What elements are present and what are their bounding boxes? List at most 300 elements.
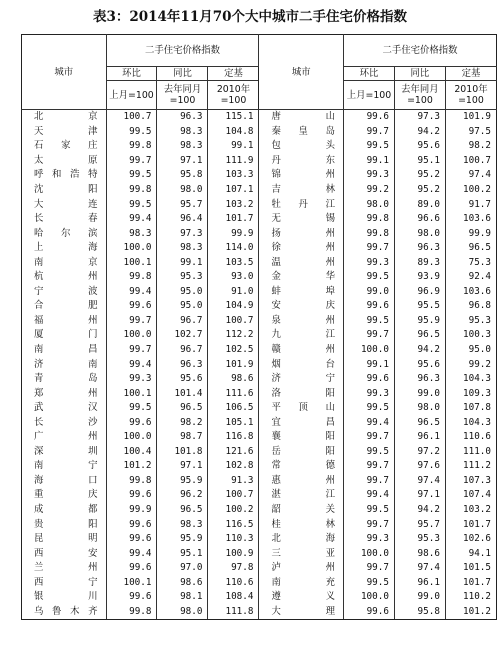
right-index-yoy: 95.6 xyxy=(394,357,445,372)
left-index-yoy: 96.5 xyxy=(157,401,208,416)
left-city-name: 广州 xyxy=(22,430,107,445)
right-city-name: 遵义 xyxy=(259,590,344,605)
right-city-name: 南充 xyxy=(259,576,344,591)
left-index-mom: 99.5 xyxy=(106,197,157,212)
left-index-yoy: 98.7 xyxy=(157,430,208,445)
right-index-base: 101.7 xyxy=(445,576,496,591)
table-row xyxy=(22,386,497,401)
right-city-name: 泉州 xyxy=(259,314,344,329)
left-index-mom: 100.0 xyxy=(106,328,157,343)
right-index-yoy: 97.2 xyxy=(394,445,445,460)
right-index-mom: 99.5 xyxy=(343,576,394,591)
right-index-yoy: 95.7 xyxy=(394,517,445,532)
index-group-header: 二手住宅价格指数 xyxy=(343,35,496,67)
right-index-yoy: 96.1 xyxy=(394,430,445,445)
right-city-name: 济宁 xyxy=(259,372,344,387)
right-index-mom: 99.7 xyxy=(343,459,394,474)
left-city-name: 济南 xyxy=(22,357,107,372)
right-index-yoy: 95.9 xyxy=(394,314,445,329)
right-index-yoy: 98.0 xyxy=(394,226,445,241)
right-index-mom: 99.5 xyxy=(343,139,394,154)
left-index-yoy: 95.9 xyxy=(157,532,208,547)
left-city-name: 银川 xyxy=(22,590,107,605)
right-index-base: 109.3 xyxy=(445,386,496,401)
right-index-mom: 99.6 xyxy=(343,110,394,125)
left-index-yoy: 96.2 xyxy=(157,488,208,503)
table-row xyxy=(22,154,497,169)
right-index-yoy: 99.0 xyxy=(394,386,445,401)
right-index-yoy: 96.5 xyxy=(394,415,445,430)
left-city-name: 南昌 xyxy=(22,343,107,358)
table-row xyxy=(22,183,497,198)
left-index-base: 100.2 xyxy=(208,503,259,518)
right-index-yoy: 93.9 xyxy=(394,270,445,285)
left-index-base: 104.8 xyxy=(208,125,259,140)
right-city-name: 泸州 xyxy=(259,561,344,576)
table-row xyxy=(22,241,497,256)
left-city-name: 乌鲁木齐 xyxy=(22,605,107,620)
left-city-name: 上海 xyxy=(22,241,107,256)
left-index-mom: 99.8 xyxy=(106,605,157,620)
right-index-mom: 99.3 xyxy=(343,168,394,183)
left-index-base: 111.6 xyxy=(208,386,259,401)
right-index-base: 95.0 xyxy=(445,343,496,358)
right-index-yoy: 96.1 xyxy=(394,576,445,591)
right-index-base: 104.3 xyxy=(445,415,496,430)
right-index-yoy: 95.3 xyxy=(394,532,445,547)
left-index-mom: 99.8 xyxy=(106,139,157,154)
left-index-yoy: 102.7 xyxy=(157,328,208,343)
right-index-yoy: 96.3 xyxy=(394,241,445,256)
right-city-name: 岳阳 xyxy=(259,445,344,460)
right-index-mom: 99.7 xyxy=(343,474,394,489)
unit-header-base: 2010年=100 xyxy=(445,81,496,110)
left-city-name: 昆明 xyxy=(22,532,107,547)
right-index-yoy: 96.5 xyxy=(394,328,445,343)
left-index-mom: 99.8 xyxy=(106,183,157,198)
right-index-mom: 99.3 xyxy=(343,255,394,270)
left-index-yoy: 95.6 xyxy=(157,372,208,387)
right-index-yoy: 95.8 xyxy=(394,605,445,620)
left-index-base: 121.6 xyxy=(208,445,259,460)
left-city-name: 沈阳 xyxy=(22,183,107,198)
left-index-base: 100.7 xyxy=(208,488,259,503)
left-index-mom: 100.1 xyxy=(106,255,157,270)
left-index-mom: 99.6 xyxy=(106,415,157,430)
left-index-base: 97.8 xyxy=(208,561,259,576)
right-index-base: 75.3 xyxy=(445,255,496,270)
left-city-name: 青岛 xyxy=(22,372,107,387)
left-index-yoy: 97.0 xyxy=(157,561,208,576)
right-city-name: 金华 xyxy=(259,270,344,285)
left-city-name: 太原 xyxy=(22,154,107,169)
right-index-base: 101.5 xyxy=(445,561,496,576)
left-city-name: 长春 xyxy=(22,212,107,227)
table-row xyxy=(22,357,497,372)
left-index-yoy: 96.7 xyxy=(157,343,208,358)
right-index-base: 111.2 xyxy=(445,459,496,474)
col-header-yoy: 同比 xyxy=(157,67,208,81)
right-index-mom: 99.8 xyxy=(343,226,394,241)
left-index-base: 100.7 xyxy=(208,314,259,329)
table-row xyxy=(22,328,497,343)
table-row xyxy=(22,459,497,474)
right-city-name: 宜昌 xyxy=(259,415,344,430)
right-index-base: 99.2 xyxy=(445,357,496,372)
table-row xyxy=(22,605,497,620)
left-index-base: 103.2 xyxy=(208,197,259,212)
right-index-base: 99.9 xyxy=(445,226,496,241)
right-index-base: 91.7 xyxy=(445,197,496,212)
left-city-name: 厦门 xyxy=(22,328,107,343)
table-row xyxy=(22,517,497,532)
right-index-mom: 100.0 xyxy=(343,343,394,358)
right-index-yoy: 97.4 xyxy=(394,474,445,489)
left-index-base: 116.8 xyxy=(208,430,259,445)
right-index-yoy: 95.6 xyxy=(394,139,445,154)
table-row xyxy=(22,561,497,576)
right-city-name: 洛阳 xyxy=(259,386,344,401)
right-index-base: 107.3 xyxy=(445,474,496,489)
left-index-base: 101.9 xyxy=(208,357,259,372)
right-index-yoy: 97.6 xyxy=(394,459,445,474)
right-index-base: 101.2 xyxy=(445,605,496,620)
right-index-base: 111.0 xyxy=(445,445,496,460)
table-row xyxy=(22,212,497,227)
col-header-base: 定基 xyxy=(445,67,496,81)
right-index-mom: 98.0 xyxy=(343,197,394,212)
right-index-yoy: 95.1 xyxy=(394,154,445,169)
table-row xyxy=(22,532,497,547)
table-row xyxy=(22,197,497,212)
left-index-base: 91.0 xyxy=(208,285,259,300)
right-index-mom: 99.6 xyxy=(343,605,394,620)
right-index-mom: 99.7 xyxy=(343,328,394,343)
left-city-name: 深圳 xyxy=(22,445,107,460)
right-index-mom: 99.7 xyxy=(343,430,394,445)
unit-header-base: 2010年=100 xyxy=(208,81,259,110)
left-index-yoy: 95.9 xyxy=(157,474,208,489)
left-index-base: 101.7 xyxy=(208,212,259,227)
right-city-name: 襄阳 xyxy=(259,430,344,445)
left-index-base: 93.0 xyxy=(208,270,259,285)
left-index-mom: 100.0 xyxy=(106,241,157,256)
table-row xyxy=(22,445,497,460)
table-row xyxy=(22,168,497,183)
table-row xyxy=(22,255,497,270)
right-index-mom: 99.5 xyxy=(343,445,394,460)
right-index-yoy: 97.4 xyxy=(394,561,445,576)
right-index-base: 97.4 xyxy=(445,168,496,183)
left-index-yoy: 95.0 xyxy=(157,285,208,300)
right-index-yoy: 96.6 xyxy=(394,212,445,227)
right-index-yoy: 94.2 xyxy=(394,503,445,518)
left-index-mom: 99.6 xyxy=(106,532,157,547)
unit-header-yoy: 去年同月=100 xyxy=(157,81,208,110)
right-index-base: 100.7 xyxy=(445,154,496,169)
right-index-mom: 99.3 xyxy=(343,532,394,547)
left-index-yoy: 98.3 xyxy=(157,241,208,256)
col-header-base: 定基 xyxy=(208,67,259,81)
right-index-base: 100.2 xyxy=(445,183,496,198)
left-index-yoy: 98.6 xyxy=(157,576,208,591)
right-city-name: 安庆 xyxy=(259,299,344,314)
left-city-name: 长沙 xyxy=(22,415,107,430)
table-row xyxy=(22,270,497,285)
right-city-name: 锦州 xyxy=(259,168,344,183)
left-index-base: 102.8 xyxy=(208,459,259,474)
left-index-mom: 101.2 xyxy=(106,459,157,474)
left-city-name: 杭州 xyxy=(22,270,107,285)
left-index-mom: 98.3 xyxy=(106,226,157,241)
right-index-mom: 100.0 xyxy=(343,546,394,561)
left-index-yoy: 95.8 xyxy=(157,168,208,183)
left-index-yoy: 95.0 xyxy=(157,299,208,314)
table-row xyxy=(22,474,497,489)
left-index-mom: 99.6 xyxy=(106,561,157,576)
left-index-yoy: 96.3 xyxy=(157,357,208,372)
right-index-base: 107.8 xyxy=(445,401,496,416)
table-row xyxy=(22,125,497,140)
col-header-yoy: 同比 xyxy=(394,67,445,81)
right-index-base: 95.3 xyxy=(445,314,496,329)
right-index-base: 94.1 xyxy=(445,546,496,561)
right-index-mom: 99.7 xyxy=(343,125,394,140)
left-city-name: 武汉 xyxy=(22,401,107,416)
left-index-base: 103.3 xyxy=(208,168,259,183)
right-index-yoy: 97.1 xyxy=(394,488,445,503)
left-city-name: 福州 xyxy=(22,314,107,329)
left-index-mom: 100.1 xyxy=(106,386,157,401)
left-index-mom: 99.5 xyxy=(106,401,157,416)
left-city-name: 合肥 xyxy=(22,299,107,314)
left-index-mom: 99.6 xyxy=(106,590,157,605)
right-city-name: 三亚 xyxy=(259,546,344,561)
right-index-mom: 99.4 xyxy=(343,415,394,430)
left-index-yoy: 96.5 xyxy=(157,503,208,518)
left-index-base: 107.1 xyxy=(208,183,259,198)
left-city-name: 石家庄 xyxy=(22,139,107,154)
left-city-name: 北京 xyxy=(22,110,107,125)
left-index-base: 106.5 xyxy=(208,401,259,416)
right-index-mom: 99.6 xyxy=(343,372,394,387)
left-index-yoy: 95.7 xyxy=(157,197,208,212)
left-index-mom: 99.4 xyxy=(106,212,157,227)
left-city-name: 贵阳 xyxy=(22,517,107,532)
right-city-name: 赣州 xyxy=(259,343,344,358)
right-city-name: 烟台 xyxy=(259,357,344,372)
left-city-name: 南京 xyxy=(22,255,107,270)
left-index-mom: 99.8 xyxy=(106,474,157,489)
right-index-yoy: 94.2 xyxy=(394,125,445,140)
left-city-name: 兰州 xyxy=(22,561,107,576)
left-index-base: 99.1 xyxy=(208,139,259,154)
right-index-mom: 99.2 xyxy=(343,183,394,198)
left-index-base: 103.5 xyxy=(208,255,259,270)
left-index-yoy: 95.3 xyxy=(157,270,208,285)
left-index-yoy: 99.1 xyxy=(157,255,208,270)
table-row xyxy=(22,372,497,387)
right-index-base: 101.9 xyxy=(445,110,496,125)
col-header-mom: 环比 xyxy=(343,67,394,81)
right-city-name: 徐州 xyxy=(259,241,344,256)
left-index-base: 100.9 xyxy=(208,546,259,561)
right-index-base: 101.7 xyxy=(445,517,496,532)
right-city-name: 吉林 xyxy=(259,183,344,198)
right-index-base: 96.8 xyxy=(445,299,496,314)
left-index-mom: 100.4 xyxy=(106,445,157,460)
right-index-base: 96.5 xyxy=(445,241,496,256)
right-index-yoy: 99.0 xyxy=(394,590,445,605)
left-index-yoy: 98.3 xyxy=(157,139,208,154)
right-index-mom: 99.5 xyxy=(343,314,394,329)
left-city-name: 大连 xyxy=(22,197,107,212)
left-index-mom: 99.6 xyxy=(106,299,157,314)
right-index-mom: 100.0 xyxy=(343,590,394,605)
table-row xyxy=(22,285,497,300)
right-index-base: 100.3 xyxy=(445,328,496,343)
left-index-mom: 99.7 xyxy=(106,343,157,358)
right-index-mom: 99.6 xyxy=(343,299,394,314)
table-row xyxy=(22,546,497,561)
left-index-base: 91.3 xyxy=(208,474,259,489)
right-index-mom: 99.0 xyxy=(343,285,394,300)
table-row xyxy=(22,503,497,518)
left-index-mom: 99.5 xyxy=(106,168,157,183)
left-index-mom: 99.6 xyxy=(106,488,157,503)
left-index-base: 105.1 xyxy=(208,415,259,430)
right-index-base: 92.4 xyxy=(445,270,496,285)
left-city-name: 西安 xyxy=(22,546,107,561)
left-index-yoy: 97.3 xyxy=(157,226,208,241)
right-index-yoy: 89.0 xyxy=(394,197,445,212)
right-index-mom: 99.4 xyxy=(343,488,394,503)
index-group-header: 二手住宅价格指数 xyxy=(106,35,259,67)
col-header-mom: 环比 xyxy=(106,67,157,81)
left-index-base: 112.2 xyxy=(208,328,259,343)
left-index-yoy: 96.7 xyxy=(157,314,208,329)
table-row xyxy=(22,226,497,241)
unit-header-yoy: 去年同月=100 xyxy=(394,81,445,110)
right-index-mom: 99.5 xyxy=(343,270,394,285)
left-index-yoy: 96.4 xyxy=(157,212,208,227)
price-index-table xyxy=(21,34,497,620)
right-city-name: 无锡 xyxy=(259,212,344,227)
left-index-yoy: 98.3 xyxy=(157,517,208,532)
right-index-mom: 99.7 xyxy=(343,561,394,576)
right-index-yoy: 95.5 xyxy=(394,299,445,314)
right-index-base: 104.3 xyxy=(445,372,496,387)
right-index-yoy: 94.2 xyxy=(394,343,445,358)
city-column-header: 城市 xyxy=(259,35,344,110)
right-index-yoy: 95.2 xyxy=(394,183,445,198)
left-index-base: 110.6 xyxy=(208,576,259,591)
left-index-yoy: 97.1 xyxy=(157,459,208,474)
right-index-mom: 99.8 xyxy=(343,212,394,227)
right-index-mom: 99.1 xyxy=(343,154,394,169)
table-row xyxy=(22,139,497,154)
left-index-mom: 99.7 xyxy=(106,314,157,329)
right-index-yoy: 97.3 xyxy=(394,110,445,125)
left-city-name: 宁波 xyxy=(22,285,107,300)
left-index-base: 115.1 xyxy=(208,110,259,125)
table-row xyxy=(22,401,497,416)
left-index-yoy: 97.1 xyxy=(157,154,208,169)
left-index-yoy: 101.8 xyxy=(157,445,208,460)
right-index-yoy: 98.6 xyxy=(394,546,445,561)
left-city-name: 郑州 xyxy=(22,386,107,401)
left-index-yoy: 98.0 xyxy=(157,183,208,198)
left-index-base: 116.5 xyxy=(208,517,259,532)
right-city-name: 扬州 xyxy=(259,226,344,241)
right-index-yoy: 96.9 xyxy=(394,285,445,300)
table-row xyxy=(22,430,497,445)
left-index-yoy: 98.3 xyxy=(157,125,208,140)
right-index-base: 103.6 xyxy=(445,285,496,300)
right-city-name: 桂林 xyxy=(259,517,344,532)
left-index-base: 98.6 xyxy=(208,372,259,387)
table-row xyxy=(22,488,497,503)
table-row xyxy=(22,415,497,430)
right-index-base: 98.2 xyxy=(445,139,496,154)
right-index-mom: 99.7 xyxy=(343,241,394,256)
left-index-base: 110.3 xyxy=(208,532,259,547)
left-city-name: 南宁 xyxy=(22,459,107,474)
left-index-mom: 99.5 xyxy=(106,125,157,140)
left-index-mom: 99.6 xyxy=(106,517,157,532)
right-city-name: 牡丹江 xyxy=(259,197,344,212)
left-index-base: 99.9 xyxy=(208,226,259,241)
right-index-mom: 99.1 xyxy=(343,357,394,372)
right-index-yoy: 89.3 xyxy=(394,255,445,270)
left-index-yoy: 95.1 xyxy=(157,546,208,561)
right-index-base: 110.6 xyxy=(445,430,496,445)
right-index-base: 103.6 xyxy=(445,212,496,227)
left-index-mom: 99.7 xyxy=(106,154,157,169)
left-index-base: 111.9 xyxy=(208,154,259,169)
left-index-mom: 99.4 xyxy=(106,285,157,300)
right-index-base: 107.4 xyxy=(445,488,496,503)
right-city-name: 湛江 xyxy=(259,488,344,503)
right-index-yoy: 98.0 xyxy=(394,401,445,416)
left-city-name: 天津 xyxy=(22,125,107,140)
right-city-name: 唐山 xyxy=(259,110,344,125)
left-index-mom: 100.7 xyxy=(106,110,157,125)
right-city-name: 秦皇岛 xyxy=(259,125,344,140)
left-index-yoy: 98.2 xyxy=(157,415,208,430)
right-index-mom: 99.5 xyxy=(343,401,394,416)
right-city-name: 北海 xyxy=(259,532,344,547)
left-city-name: 呼和浩特 xyxy=(22,168,107,183)
right-city-name: 九江 xyxy=(259,328,344,343)
right-city-name: 平顶山 xyxy=(259,401,344,416)
left-index-yoy: 98.0 xyxy=(157,605,208,620)
table-row xyxy=(22,110,497,125)
unit-header-mom: 上月=100 xyxy=(106,81,157,110)
left-index-mom: 99.9 xyxy=(106,503,157,518)
right-index-base: 103.2 xyxy=(445,503,496,518)
right-city-name: 丹东 xyxy=(259,154,344,169)
left-index-mom: 99.3 xyxy=(106,372,157,387)
left-index-base: 111.8 xyxy=(208,605,259,620)
city-column-header: 城市 xyxy=(22,35,107,110)
right-city-name: 大理 xyxy=(259,605,344,620)
right-index-mom: 99.7 xyxy=(343,517,394,532)
right-city-name: 惠州 xyxy=(259,474,344,489)
left-index-mom: 99.8 xyxy=(106,270,157,285)
table-body xyxy=(22,110,497,620)
left-city-name: 重庆 xyxy=(22,488,107,503)
